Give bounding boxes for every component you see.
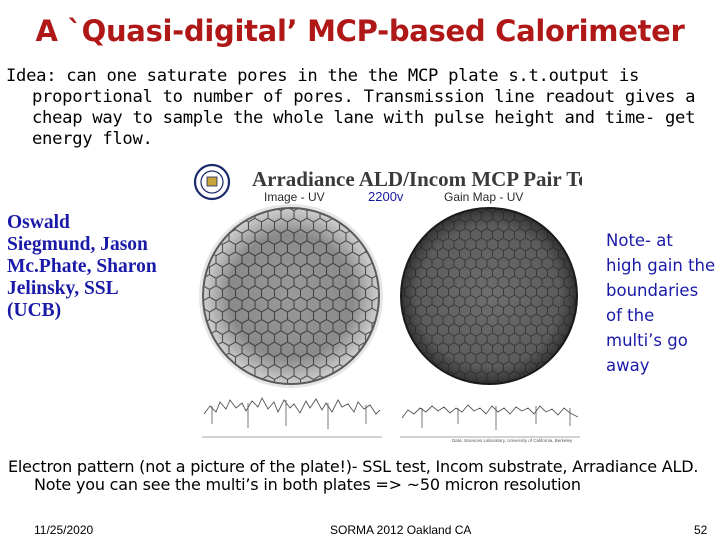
footer-conference: SORMA 2012 Oakland CA <box>330 523 472 537</box>
caption-paragraph: Electron pattern (not a picture of the plate!)- SSL test, Incom substrate, Arradiance ALD. Note you can see the multi’s in both plates => ~50 micron resolution <box>8 457 699 494</box>
note-line: of the <box>606 306 655 325</box>
note-line: away <box>606 356 650 375</box>
note-line: Note- at <box>606 231 673 250</box>
author-line: Mc.Phate, Sharon <box>7 256 157 277</box>
gain-note <box>606 228 720 378</box>
note-line: high gain the <box>606 256 716 275</box>
note-line: multi’s go <box>606 331 688 350</box>
footer-page-number: 52 <box>694 523 708 537</box>
image-uv-plate <box>199 204 383 388</box>
author-line: (UCB) <box>7 300 62 321</box>
gain-map-label: Gain Map - UV <box>444 190 524 204</box>
image-uv-label: Image - UV <box>264 190 325 204</box>
author-line: Oswald <box>7 212 70 233</box>
image-profile-trace <box>202 398 382 437</box>
mcp-figure <box>190 162 582 444</box>
authors-block <box>7 212 187 322</box>
gain-map-plate <box>396 208 582 386</box>
figure-title: Arradiance ALD/Incom MCP Pair Test <box>252 167 582 191</box>
mcp-figure-svg <box>190 162 582 444</box>
berkeley-seal-logo <box>195 165 229 199</box>
idea-paragraph: Idea: can one saturate pores in the the MCP plate s.t.output is proportional to number of pores. Transmission line readout gives a cheap way to sample the whole lane with pulse height and time- get energy flow. <box>6 66 696 149</box>
slide-title: A `Quasi-digital’ MCP-based Calorimeter <box>35 14 685 48</box>
footer-date: 11/25/2020 <box>34 523 94 537</box>
data-credit: Data: Sciences Laboratory, University of California, Berkeley <box>452 438 573 443</box>
voltage-label: 2200v <box>368 189 404 204</box>
gain-profile-trace <box>400 405 580 437</box>
author-line: Jelinsky, SSL <box>7 278 119 299</box>
author-line: Siegmund, Jason <box>7 234 148 255</box>
note-line: boundaries <box>606 281 699 300</box>
